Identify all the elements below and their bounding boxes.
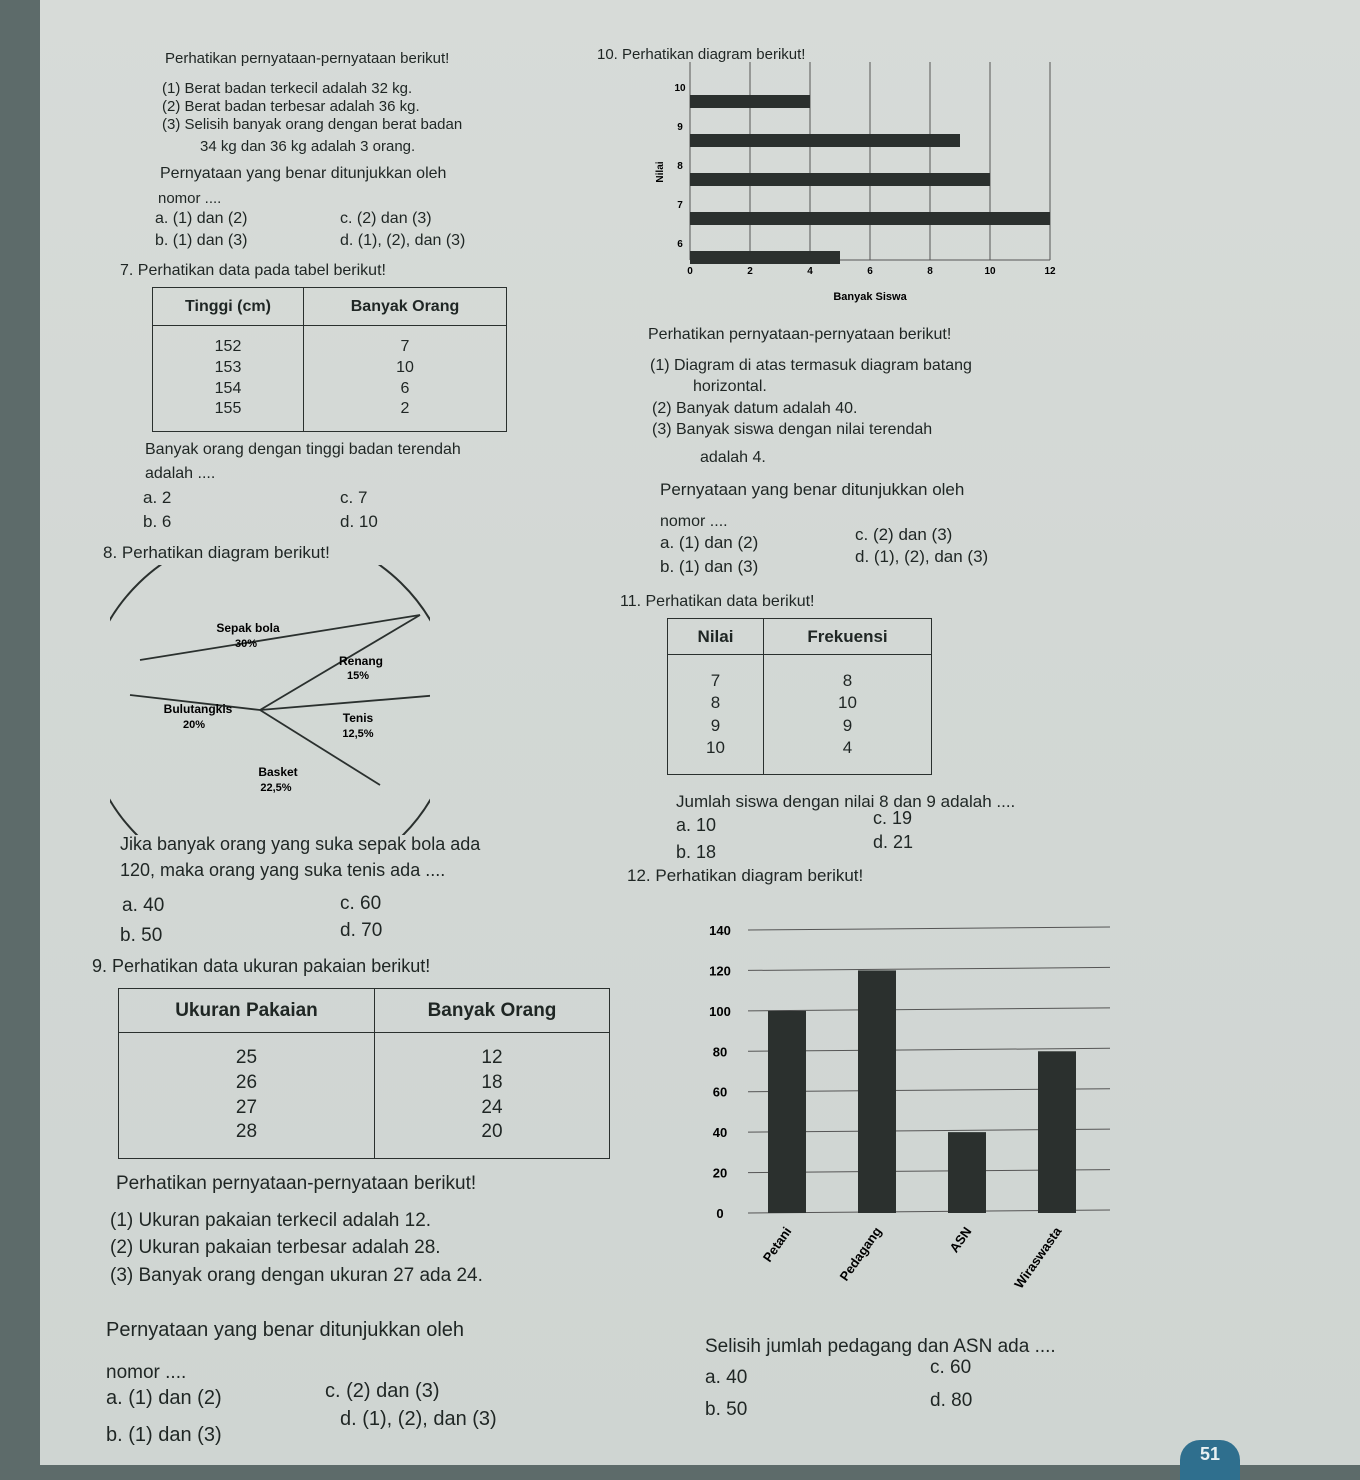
y-tick-label: 80 [712, 1044, 728, 1060]
q11-option-a[interactable]: a. 10 [676, 815, 717, 835]
q9-question: Pernyataan yang benar ditunjukkan oleh [106, 1319, 465, 1341]
q6-statement-1: (1) Berat badan terkecil adalah 32 kg. [162, 80, 413, 97]
table-cell: 155 [214, 400, 242, 418]
q11-col-nilai [668, 655, 764, 775]
q7-question-cont: adalah .... [145, 465, 216, 482]
q10-statement-1: (1) Diagram di atas termasuk diagram batang [650, 357, 972, 374]
bar-8 [690, 173, 990, 186]
bar-7 [690, 212, 1050, 225]
q12-question: Selisih jumlah pedagang dan ASN ada .... [705, 1336, 1056, 1357]
y-tick-label: 8 [677, 161, 683, 172]
q8-option-b[interactable]: b. 50 [120, 925, 163, 946]
q11-option-c[interactable]: c. 19 [873, 808, 913, 828]
q11-question: Jumlah siswa dengan nilai 8 dan 9 adalah .... [676, 792, 1016, 811]
x-tick-label: 4 [807, 266, 813, 277]
q8-intro: 8. Perhatikan diagram berikut! [103, 543, 330, 562]
q12-intro: 12. Perhatikan diagram berikut! [627, 866, 864, 885]
q7-col-height [153, 326, 304, 432]
y-tick-label: 120 [709, 963, 731, 979]
q10-statement-1-cont: horizontal. [693, 378, 767, 395]
table-cell: 4 [842, 737, 853, 757]
x-tick-label: 12 [1044, 266, 1056, 277]
q9-col-size [119, 1033, 375, 1159]
x-tick-label: 0 [687, 266, 693, 277]
pie-label-bulutangkis: Bulutangkis [163, 702, 233, 716]
q10-statement-intro: Perhatikan pernyataan-pernyataan berikut! [648, 326, 952, 343]
x-axis-title: Banyak Siswa [833, 291, 907, 303]
y-tick-label: 140 [709, 923, 731, 938]
y-tick-label: 60 [712, 1084, 728, 1100]
q6-option-a[interactable]: a. (1) dan (2) [155, 210, 248, 227]
q6-nomor: nomor .... [158, 190, 222, 207]
q6-option-d[interactable]: d. (1), (2), dan (3) [340, 232, 466, 249]
table-cell: 9 [710, 715, 721, 735]
table-cell: 2 [400, 400, 410, 418]
q10-option-a[interactable]: a. (1) dan (2) [660, 533, 759, 552]
bar-10 [690, 95, 810, 108]
table-cell: 154 [214, 379, 242, 397]
q6-option-b[interactable]: b. (1) dan (3) [155, 232, 248, 249]
q10-option-c[interactable]: c. (2) dan (3) [855, 525, 953, 544]
bar-9 [690, 134, 960, 147]
q11-header-frekuensi: Frekuensi [764, 619, 932, 655]
q7-option-a[interactable]: a. 2 [143, 488, 172, 507]
table-cell: 26 [235, 1071, 258, 1093]
table-cell: 12 [481, 1047, 503, 1069]
table-cell: 153 [214, 358, 242, 376]
x-tick-label: 6 [867, 266, 873, 277]
table-cell: 10 [706, 737, 725, 757]
table-cell: 20 [481, 1121, 503, 1143]
q6-option-c[interactable]: c. (2) dan (3) [340, 210, 432, 227]
y-tick-label: 10 [674, 83, 686, 94]
q9-col-count [375, 1033, 610, 1159]
pie-label-basket: Basket [258, 765, 298, 779]
table-cell: 10 [838, 693, 857, 713]
q10-intro: 10. Perhatikan diagram berikut! [597, 46, 806, 63]
q9-option-c[interactable]: c. (2) dan (3) [325, 1380, 440, 1402]
table-cell: 6 [400, 379, 410, 397]
table-cell: 9 [842, 715, 853, 735]
bar-petani [768, 1011, 806, 1213]
q7-header-count: Banyak Orang [304, 288, 507, 326]
q10-statement-3: (3) Banyak siswa dengan nilai terendah [652, 421, 933, 438]
x-tick-label: 2 [747, 266, 753, 277]
pie-pct-renang: 15% [346, 670, 370, 682]
q9-intro: 9. Perhatikan data ukuran pakaian berikut! [92, 956, 431, 976]
q9-header-count: Banyak Orang [375, 989, 610, 1033]
q11-option-d[interactable]: d. 21 [873, 832, 914, 852]
q7-question: Banyak orang dengan tinggi badan terendah [145, 441, 461, 458]
q11-col-frekuensi [764, 655, 932, 775]
y-tick-label: 0 [716, 1206, 724, 1221]
bar-pedagang [858, 970, 896, 1213]
q9-statement-3: (3) Banyak orang dengan ukuran 27 ada 24. [110, 1265, 483, 1286]
table-cell: 28 [235, 1121, 258, 1143]
table-cell: 152 [214, 337, 242, 355]
q12-vertical-bar-chart [690, 895, 1115, 1330]
pie-slice-tenis [270, 615, 430, 835]
table-cell: 7 [710, 671, 721, 691]
y-tick-label: 40 [712, 1125, 728, 1141]
q10-statement-3-cont: adalah 4. [700, 449, 766, 466]
q6-statement-3: (3) Selisih banyak orang dengan berat badan [162, 116, 463, 133]
table-cell: 7 [400, 337, 410, 355]
q10-nomor: nomor .... [660, 513, 728, 530]
x-tick-label: ASN [946, 1224, 975, 1256]
x-tick-label: 8 [927, 266, 933, 277]
x-tick-label: Wiraswasta [1011, 1224, 1065, 1292]
q12-option-d[interactable]: d. 80 [930, 1390, 973, 1411]
q6-statement-2: (2) Berat badan terbesar adalah 36 kg. [162, 98, 420, 115]
q8-option-c[interactable]: c. 60 [340, 893, 382, 914]
table-cell: 18 [481, 1071, 503, 1093]
q9-option-b[interactable]: b. (1) dan (3) [106, 1424, 222, 1446]
q7-header-height: Tinggi (cm) [153, 288, 304, 326]
y-tick-label: 9 [677, 122, 683, 133]
q10-horizontal-bar-chart [645, 62, 1065, 312]
q9-header-size: Ukuran Pakaian [119, 989, 375, 1033]
pie-pct-sepak-bola: 30% [234, 638, 258, 650]
y-tick-label: 7 [677, 200, 683, 211]
table-cell: 24 [481, 1096, 503, 1118]
q6-question: Pernyataan yang benar ditunjukkan oleh [160, 165, 447, 182]
q11-table [667, 618, 932, 775]
q9-nomor: nomor .... [106, 1362, 187, 1383]
page-number: 51 [1180, 1440, 1240, 1480]
q8-option-d[interactable]: d. 70 [340, 920, 383, 941]
grid-line [748, 927, 1110, 930]
q12-option-c[interactable]: c. 60 [930, 1357, 972, 1378]
y-tick-label: 20 [712, 1165, 728, 1181]
q7-col-count [304, 326, 507, 432]
q12-option-a[interactable]: a. 40 [705, 1367, 748, 1388]
q7-option-d[interactable]: d. 10 [340, 512, 378, 531]
pie-label-tenis: Tenis [342, 711, 374, 725]
y-tick-label: 100 [709, 1003, 731, 1019]
q10-statement-2: (2) Banyak datum adalah 40. [652, 400, 858, 417]
q7-option-b[interactable]: b. 6 [143, 512, 172, 531]
q9-statement-1: (1) Ukuran pakaian terkecil adalah 12. [110, 1210, 432, 1231]
table-cell: 8 [710, 693, 721, 713]
x-tick-label: Pedagang [836, 1224, 885, 1284]
q8-question: Jika banyak orang yang suka sepak bola ada [120, 834, 481, 854]
grid-line [748, 967, 1110, 970]
grid-line [748, 1008, 1110, 1011]
q7-intro: 7. Perhatikan data pada tabel berikut! [120, 262, 386, 279]
bar-6 [690, 251, 840, 264]
pie-divider [260, 695, 430, 710]
bar-asn [948, 1132, 986, 1213]
q9-table [118, 988, 610, 1159]
bar-wiraswasta [1038, 1051, 1076, 1213]
q9-statement-intro: Perhatikan pernyataan-pernyataan berikut! [116, 1173, 477, 1194]
q10-option-b[interactable]: b. (1) dan (3) [660, 557, 759, 576]
q6-statement-3-cont: 34 kg dan 36 kg adalah 3 orang. [200, 138, 416, 155]
x-tick-label: 10 [984, 266, 996, 277]
q9-option-a[interactable]: a. (1) dan (2) [106, 1387, 222, 1409]
table-cell: 10 [396, 358, 414, 376]
q9-option-d[interactable]: d. (1), (2), dan (3) [340, 1408, 497, 1430]
q12-option-b[interactable]: b. 50 [705, 1399, 748, 1420]
q9-statement-2: (2) Ukuran pakaian terbesar adalah 28. [110, 1237, 441, 1258]
y-tick-label: 6 [677, 239, 683, 250]
pie-pct-bulutangkis: 20% [182, 719, 206, 731]
q8-pie-chart [110, 565, 430, 835]
q11-intro: 11. Perhatikan data berikut! [620, 593, 815, 610]
q8-question-cont: 120, maka orang yang suka tenis ada .... [120, 860, 446, 880]
q8-option-a[interactable]: a. 40 [122, 895, 165, 916]
q6-intro: Perhatikan pernyataan-pernyataan berikut! [165, 50, 450, 67]
pie-label-renang: Renang [338, 654, 384, 668]
table-cell: 27 [235, 1096, 258, 1118]
x-tick-label: Petani [759, 1224, 795, 1265]
q7-table [152, 287, 507, 432]
q11-header-nilai: Nilai [668, 619, 764, 655]
pie-pct-basket: 22,5% [260, 782, 292, 794]
pie-label-sepak-bola: Sepak bola [216, 621, 280, 635]
q11-option-b[interactable]: b. 18 [676, 842, 717, 862]
pie-pct-tenis: 12,5% [342, 728, 374, 740]
table-cell: 25 [235, 1047, 258, 1069]
q10-option-d[interactable]: d. (1), (2), dan (3) [855, 547, 989, 566]
q7-option-c[interactable]: c. 7 [340, 488, 368, 507]
table-cell: 8 [842, 671, 853, 691]
y-axis-title: Nilai [655, 161, 666, 183]
q10-question: Pernyataan yang benar ditunjukkan oleh [660, 480, 965, 499]
